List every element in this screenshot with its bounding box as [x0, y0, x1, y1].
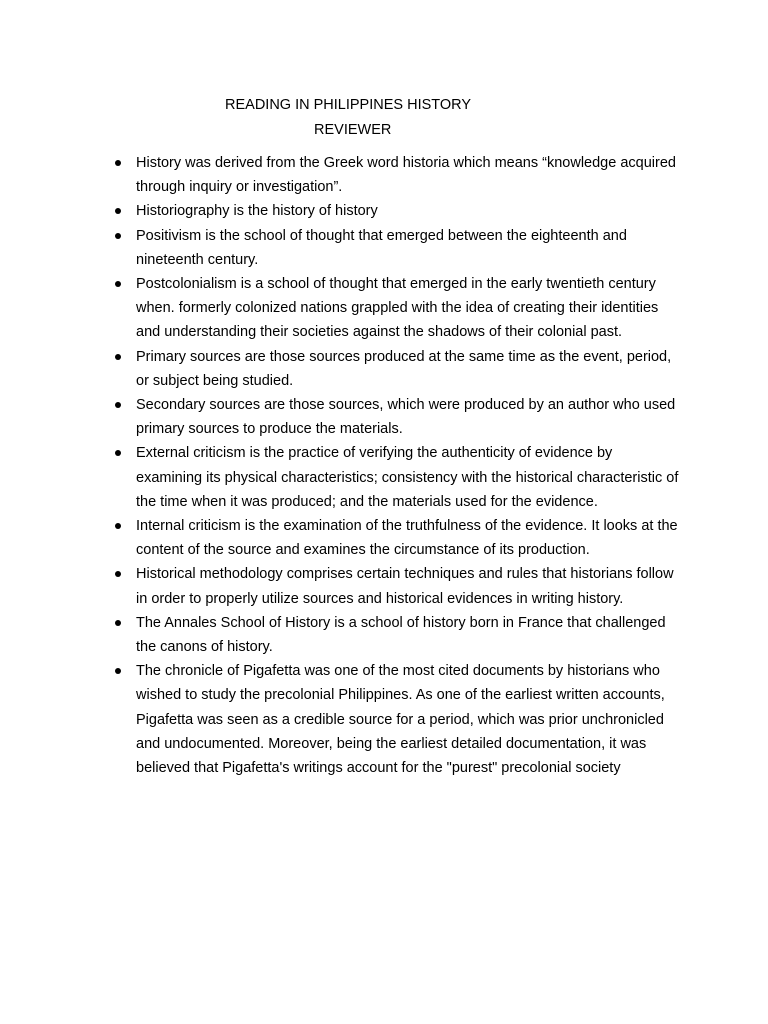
- list-item-text: Historical methodology comprises certain techniques and rules that historians follow in order to properly utilize sources and historical evidences in writing history.: [136, 566, 674, 607]
- bullet-icon: [115, 208, 121, 214]
- list-item-text: Postcolonialism is a school of thought that emerged in the early twentieth century when. formerly colonized nations grappled with the idea of creating their identities and understanding their societies against the shadows of their colonial past.: [136, 276, 659, 341]
- list-item: [112, 345, 682, 393]
- list-item: [112, 562, 682, 610]
- list-item-text: The chronicle of Pigafetta was one of the most cited documents by historians who wished to study the precolonial Philippines. As one of the earliest written accounts, Pigafetta was seen as a credible source for a period, which was prior unchronicled and undocumented. Moreover, being the earliest detailed documentation, it was believed that Pigafetta's writings account for the "purest" precolonial society: [136, 663, 665, 777]
- list-item: [112, 393, 682, 441]
- list-item-text: External criticism is the practice of verifying the authenticity of evidence by examining its physical characteristics; consistency with the historical characteristic of the time when it was produced; and the materials used for the evidence.: [136, 445, 679, 510]
- list-item: [112, 659, 682, 780]
- bullet-icon: [115, 160, 121, 166]
- document-subtitle: REVIEWER: [314, 122, 392, 138]
- bullet-icon: [115, 571, 121, 577]
- list-item: [112, 151, 682, 199]
- bullet-icon: [115, 402, 121, 408]
- list-item-text: History was derived from the Greek word historia which means “knowledge acquired through inquiry or investigation”.: [136, 155, 676, 196]
- list-item: [112, 611, 682, 659]
- bullet-icon: [115, 281, 121, 287]
- list-item-text: The Annales School of History is a school of history born in France that challenged the canons of history.: [136, 614, 666, 656]
- bullet-icon: [115, 620, 121, 626]
- bullet-icon: [115, 233, 121, 239]
- list-item-text: Primary sources are those sources produced at the same time as the event, period, or subject being studied.: [136, 348, 672, 389]
- bullet-icon: [115, 354, 121, 360]
- list-item: [112, 224, 682, 272]
- list-item-text: Internal criticism is the examination of the truthfulness of the evidence. It looks at the content of the source and examines the circumstance of its production.: [136, 518, 678, 559]
- list-item: [112, 272, 682, 345]
- document-title: READING IN PHILIPPINES HISTORY: [225, 97, 472, 113]
- list-item: [112, 514, 682, 562]
- bullet-list: [112, 151, 682, 780]
- bullet-icon: [115, 523, 121, 529]
- list-item: [112, 199, 682, 223]
- list-item: [112, 441, 682, 514]
- bullet-icon: [115, 450, 121, 456]
- bullet-icon: [115, 668, 121, 674]
- list-item-text: Secondary sources are those sources, which were produced by an author who used primary sources to produce the materials.: [136, 397, 676, 438]
- list-item-text: Historiography is the history of history: [136, 203, 378, 220]
- list-item-text: Positivism is the school of thought that emerged between the eighteenth and nineteenth century.: [136, 227, 627, 268]
